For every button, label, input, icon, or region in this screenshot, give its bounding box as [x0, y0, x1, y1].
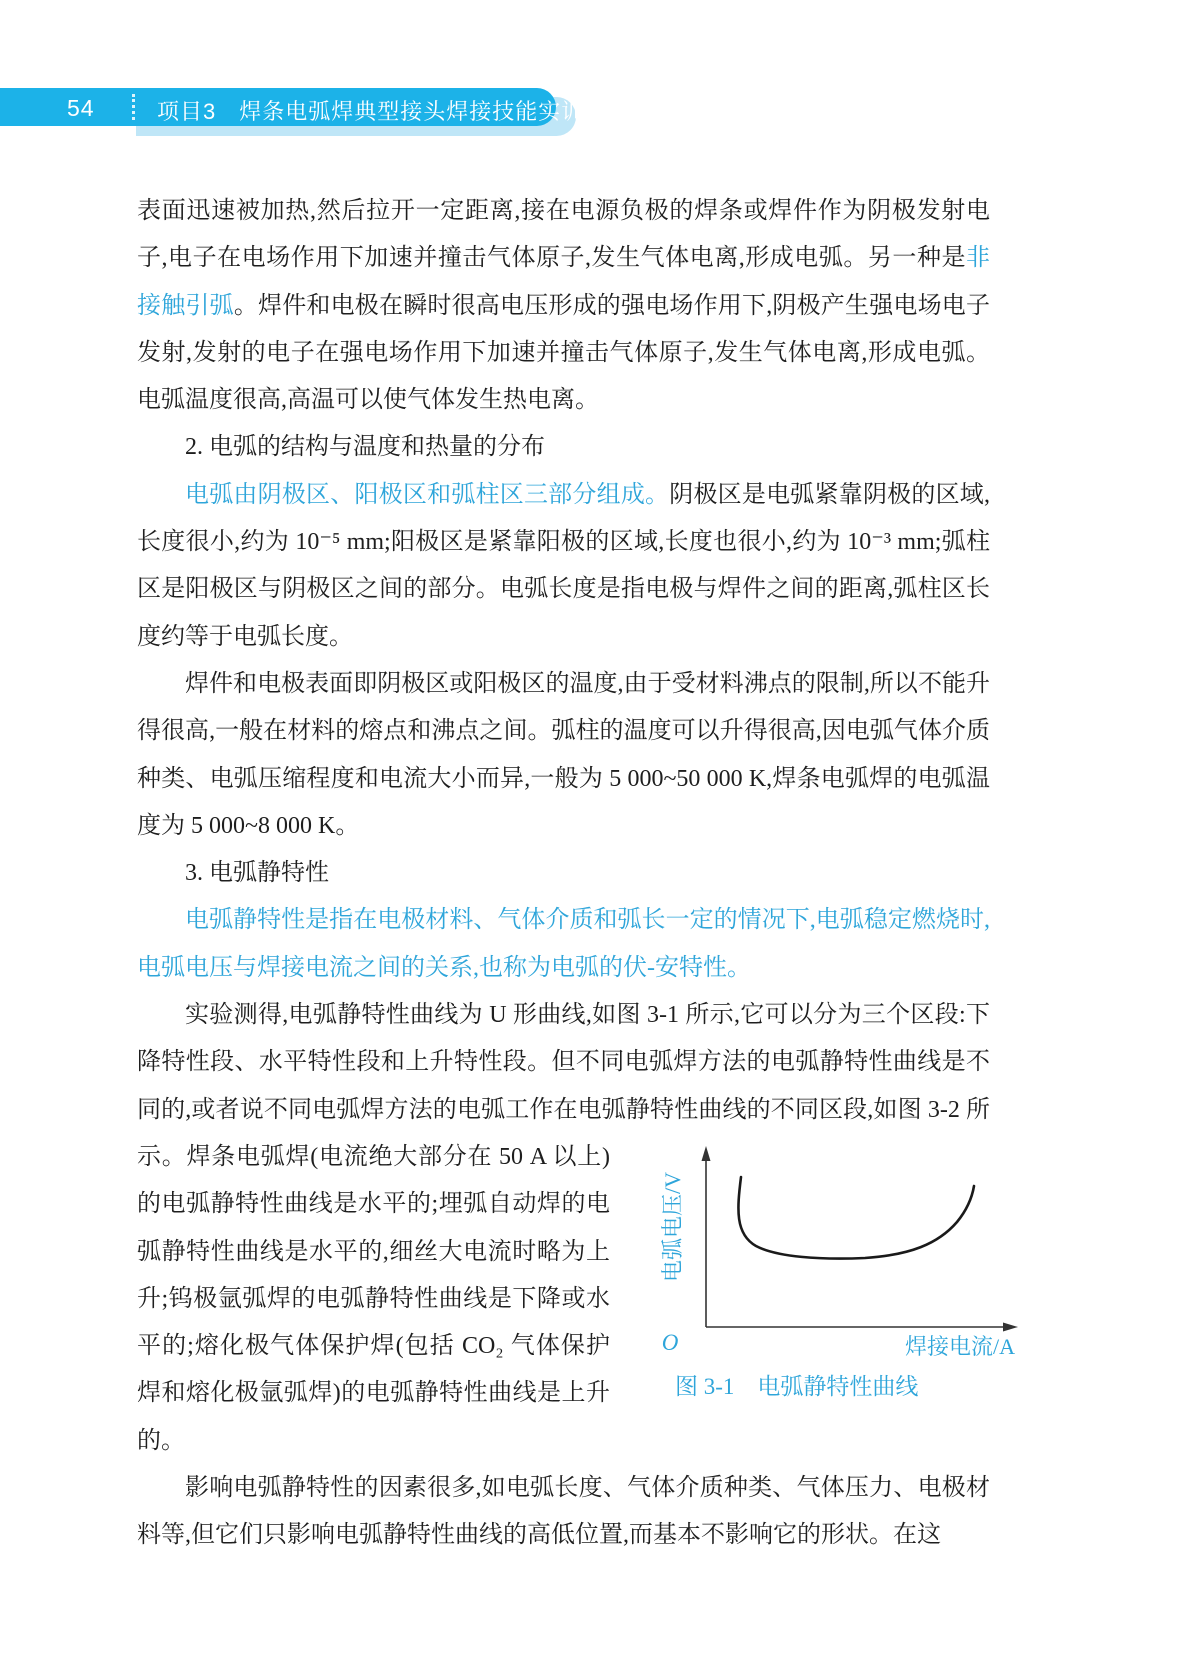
x-axis-label: 焊接电流/A [904, 1333, 1015, 1359]
origin-label: O [661, 1329, 679, 1355]
figure-caption: 图 3-1 电弧静特性曲线 [675, 1373, 919, 1399]
page-number: 54 [67, 95, 95, 121]
body-text [137, 188, 1015, 1560]
paragraph-arc-temperature: 焊件和电极表面即阴极区或阳极区的温度,由于受材料沸点的限制,所以不能升得很高,一般在材料的熔点和沸点之间。弧柱的温度可以升得很高,因电弧气体介质种类、电弧压缩程度和电流大小而异,一般为 5 000~50 000 K,焊条电弧焊的电弧温度为 5 000~8 000 K。 [137, 670, 990, 839]
paragraph-text: 。焊件和电极在瞬时很高电压形成的强电场作用下,阴极产生强电场电子发射,发射的电子在强电场作用下加速并撞击气体原子,发生气体电离,形成电弧。电弧温度很高,高温可以使气体发生热电离。 [137, 292, 991, 414]
paragraph-definition-accent: 电弧静特性是指在电极材料、气体介质和弧长一定的情况下,电弧稳定燃烧时,电弧电压与焊接电流之间的关系,也称为电弧的伏-安特性。 [137, 907, 990, 981]
page-header [0, 88, 585, 126]
x-axis-arrow-icon [1003, 1322, 1018, 1331]
paragraph-text: 阴极区是电弧紧靠阴极的区域,长度很小,约为 10⁻⁵ mm;阳极区是紧靠阳极的区域,长度也很小,约为 10⁻³ mm;弧柱区是阳极区与阴极区之间的部分。电弧长度是指电极与焊件之间的距离,弧柱区长度约等于电弧长度。 [137, 481, 991, 650]
u-shaped-curve [738, 1177, 974, 1259]
chapter-title: 项目3 焊条电弧焊典型接头焊接技能实训 [157, 99, 585, 124]
paragraph-text: 实验测得,电弧静特性曲线为 U 形曲线,如图 3-1 所示,它可以分为三个区段:下降特性段、水平特性段和上升特性段。但不同电弧焊方法的电弧静特性曲线是不同的,或者说不同电弧焊方法的电弧工作在电弧静特性曲线的不同区段, [137, 1002, 990, 1123]
paragraph-text: 如图 3-2 所示。焊条电弧焊(电流绝大部分在 50 A 以上)的电弧静特性曲线是水平的;埋弧自动焊的电弧静特性曲线是水平的,细丝大电流时略为上升;钨极氩弧焊的电弧静特性曲线是下降或水平的;熔化极气体保护焊(包括 CO₂ 气体保护焊和熔化极氩弧焊)的电弧静特性曲线是上升的。 [137, 1096, 990, 1454]
heading-arc-static-characteristic: 3. 电弧静特性 [185, 860, 329, 887]
highlight-non-contact-ignition: 非接触引弧 [137, 245, 990, 319]
y-axis-label: 电弧电压/V [660, 1171, 685, 1282]
paragraph-arc-zones [137, 472, 990, 661]
paragraph-arc-ignition [137, 188, 990, 424]
paragraph-influencing-factors: 影响电弧静特性的因素很多,如电弧长度、气体介质种类、气体压力、电极材料等,但它们只影响电弧静特性曲线的高低位置,而基本不影响它的形状。在这 [137, 1475, 990, 1549]
y-axis-arrow-icon [702, 1146, 711, 1161]
arc-static-characteristic-plot [610, 1134, 1020, 1364]
heading-arc-structure: 2. 电弧的结构与温度和热量的分布 [185, 434, 545, 461]
figure-3-1 [610, 1134, 1020, 1414]
highlight-arc-composition: 电弧由阴极区、阳极区和弧柱区三部分组成。 [185, 481, 670, 508]
header-divider-dots [132, 94, 135, 120]
paragraph-text: 表面迅速被加热,然后拉开一定距离,接在电源负极的焊条或焊件作为阴极发射电子,电子在电场作用下加速并撞击气体原子,发生气体电离,形成电弧。另一种是 [137, 198, 990, 272]
paragraph-u-curve [137, 992, 1015, 1465]
